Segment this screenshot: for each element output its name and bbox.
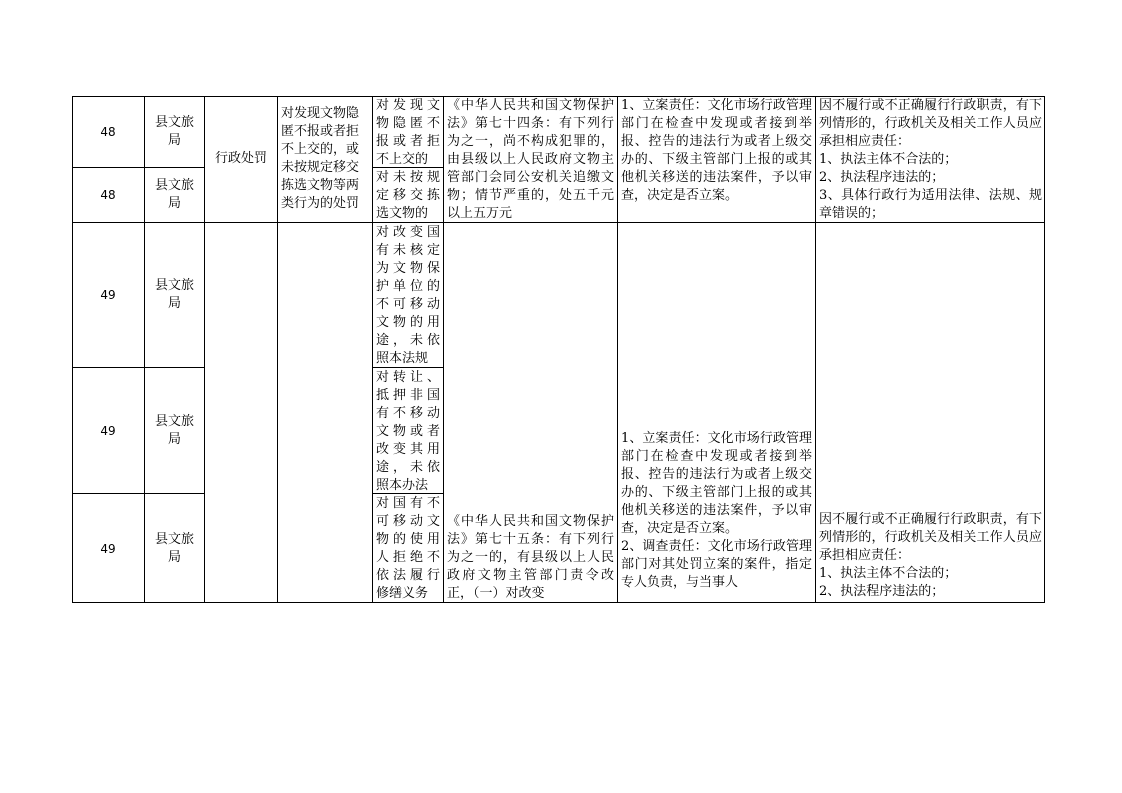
- row-number-cell: 49: [72, 494, 145, 603]
- item-cell: 对转让、抵押非国有不移动文物或者改变其用途，未依照本办法: [373, 368, 444, 494]
- row-number-cell: 49: [72, 368, 145, 494]
- department-cell: [145, 368, 205, 494]
- responsibility-cell: 1、立案责任：文化市场行政管理部门在检查中发现或者接到举报、控告的违法行为或者上级交办的、下级主管部门上报的或其他机关移送的违法案件，予以审查，决定是否立案。 2、调查责任：文化市场行政管理部门对其处罚立案的案件，指定专人负责，与当事人: [618, 223, 816, 603]
- power-name-cell: [278, 223, 373, 603]
- legal-basis-cell: 《中华人民共和国文物保护法》第七十五条：有下列行为之一的，有县级以上人民政府文物主管部门责令改正，（一）对改变: [444, 223, 618, 603]
- row-number-cell: 48: [72, 96, 145, 168]
- accountability-cell: 因不履行或不正确履行行政职责，有下列情形的，行政机关及相关工作人员应承担相应责任： 1、执法主体不合法的； 2、执法程序违法的；: [816, 223, 1045, 603]
- accountability-cell: 因不履行或不正确履行行政职责，有下列情形的，行政机关及相关工作人员应承担相应责任： 1、执法主体不合法的； 2、执法程序违法的； 3、具体行政行为适用法律、法规、规章错误的；: [816, 96, 1045, 223]
- category-cell: [205, 223, 278, 603]
- row-number-cell: 48: [72, 168, 145, 223]
- department-text: 县文旅局: [154, 413, 194, 447]
- power-name-text: 对发现文物隐匿不报或者拒不上交的，或未按规定移交拣选文物等两类行为的处罚: [281, 106, 360, 211]
- responsibility-cell: 1、立案责任：文化市场行政管理部门在检查中发现或者接到举报、控告的违法行为或者上级交办的、下级主管部门上报的或其他机关移送的违法案件，予以审查，决定是否立案。: [618, 96, 816, 223]
- item-cell: 对发现文物隐匿不报或者拒不上交的: [373, 96, 444, 168]
- category-cell: 行政处罚: [205, 96, 278, 223]
- department-text: 县文旅局: [154, 278, 194, 311]
- department-cell: [145, 168, 205, 223]
- department-cell: [145, 223, 205, 368]
- regulatory-table: [72, 96, 1045, 603]
- item-cell: 对改变国有未核定为文物保护单位的不可移动文物的用途，未依照本法规: [373, 223, 444, 368]
- department-cell: [145, 494, 205, 603]
- legal-basis-cell: 《中华人民共和国文物保护法》第七十四条：有下列行为之一，尚不构成犯罪的，由县级以上人民政府文物主管部门会同公安机关追缴文物；情节严重的，处五千元以上五万元: [444, 96, 618, 223]
- department-text: 县文旅局: [154, 531, 194, 565]
- department-cell: [145, 96, 205, 168]
- department-text: 县文旅局: [154, 114, 194, 148]
- power-name-cell: [278, 96, 373, 223]
- department-text: 县文旅局: [154, 178, 194, 211]
- item-cell: 对国有不可移动文物的使用人拒绝不依法履行修缮义务: [373, 494, 444, 603]
- item-cell: 对未按规定移交拣选文物的: [373, 168, 444, 223]
- row-number-cell: 49: [72, 223, 145, 368]
